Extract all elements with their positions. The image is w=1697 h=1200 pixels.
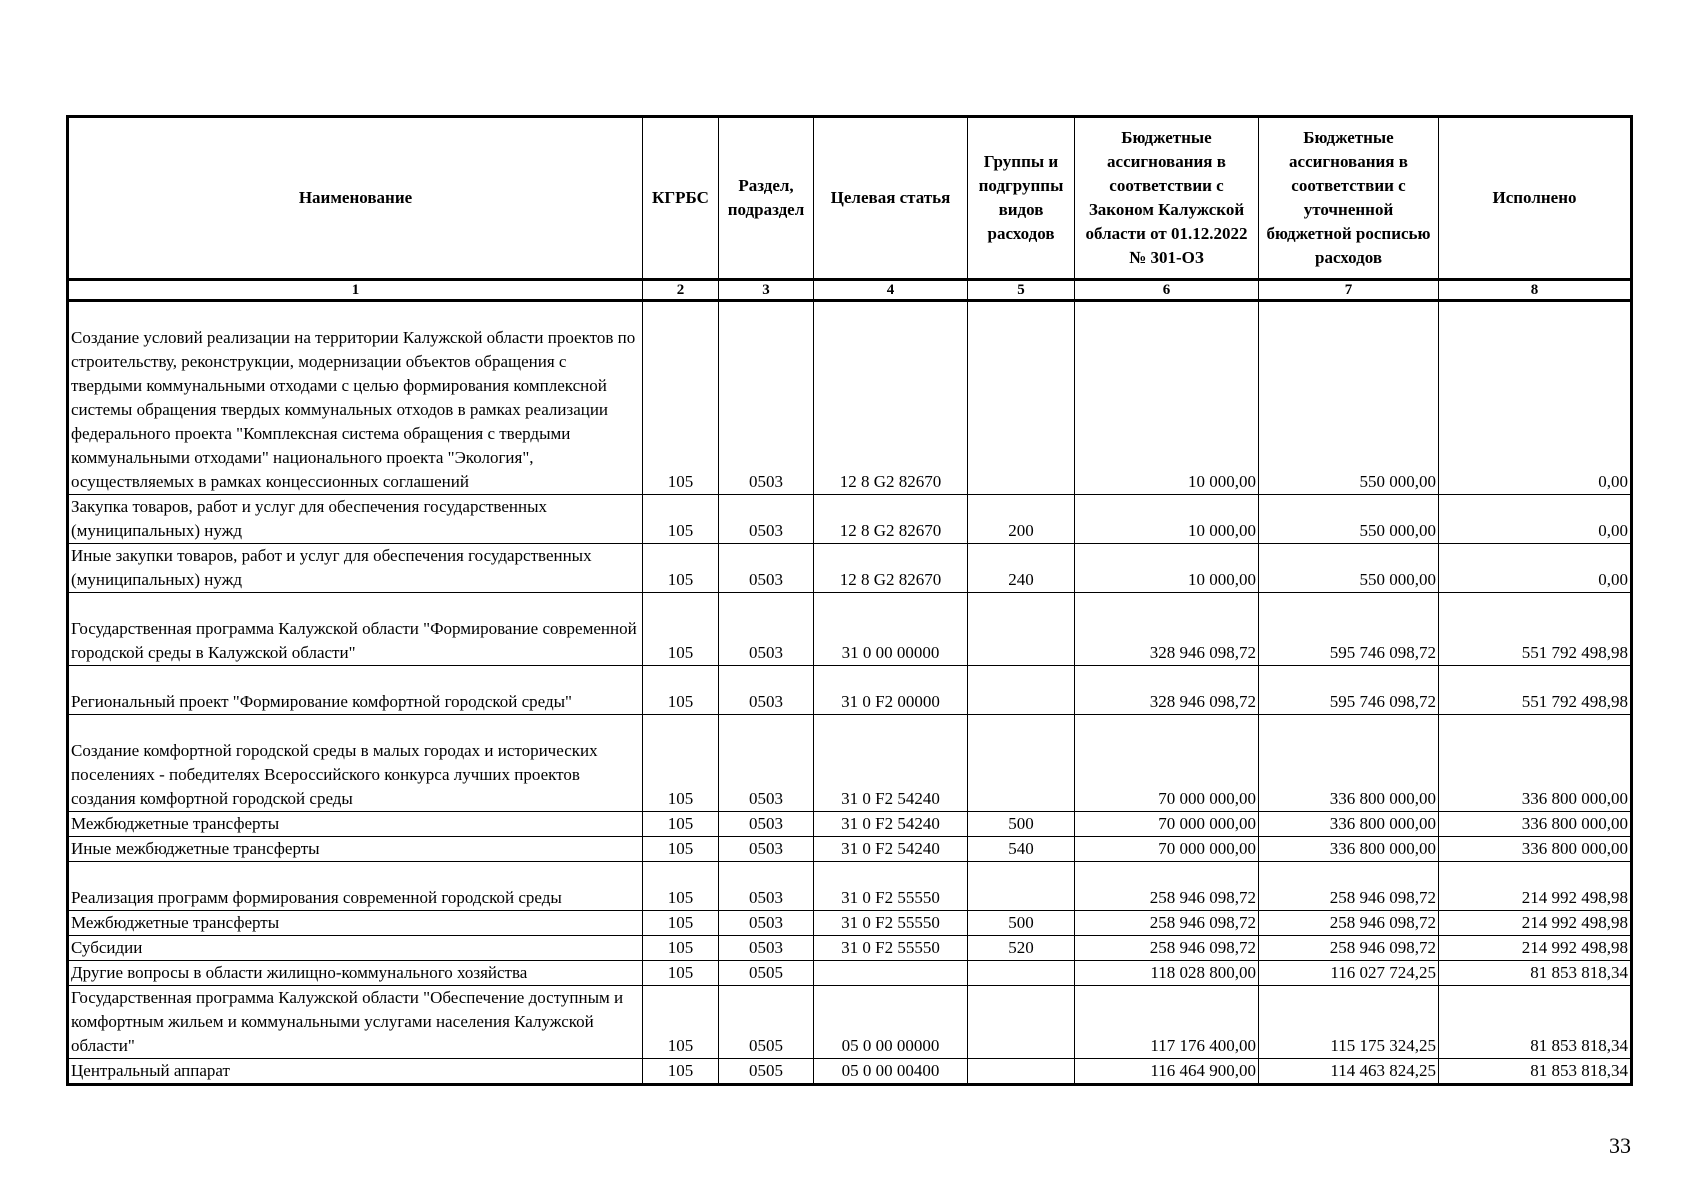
- row-section: 0503: [719, 837, 814, 862]
- row-executed: 336 800 000,00: [1439, 837, 1632, 862]
- row-group: 500: [968, 812, 1075, 837]
- row-refined: 114 463 824,25: [1259, 1059, 1439, 1085]
- column-number: 1: [68, 280, 643, 301]
- row-kgrbs: 105: [643, 936, 719, 961]
- row-kgrbs: 105: [643, 666, 719, 715]
- row-executed: 214 992 498,98: [1439, 936, 1632, 961]
- row-section: 0503: [719, 715, 814, 812]
- header-target: Целевая статья: [814, 117, 968, 280]
- row-law: 10 000,00: [1075, 544, 1259, 593]
- row-group: 240: [968, 544, 1075, 593]
- row-name: Иные закупки товаров, работ и услуг для обеспечения государственных (муниципальных) нужд: [68, 544, 643, 593]
- row-target: 31 0 F2 54240: [814, 837, 968, 862]
- row-refined: 550 000,00: [1259, 495, 1439, 544]
- row-refined: 258 946 098,72: [1259, 911, 1439, 936]
- row-group: [968, 986, 1075, 1059]
- row-law: 328 946 098,72: [1075, 593, 1259, 666]
- row-section: 0503: [719, 544, 814, 593]
- row-kgrbs: 105: [643, 837, 719, 862]
- row-kgrbs: 105: [643, 961, 719, 986]
- row-section: 0503: [719, 666, 814, 715]
- row-kgrbs: 105: [643, 1059, 719, 1085]
- header-kgrbs: КГРБС: [643, 117, 719, 280]
- row-group: 520: [968, 936, 1075, 961]
- row-name: Создание комфортной городской среды в малых городах и исторических поселениях - победителях Всероссийского конкурса лучших проектов создания комфортной городской среды: [68, 715, 643, 812]
- table-row: [68, 544, 1632, 593]
- row-target: 12 8 G2 82670: [814, 495, 968, 544]
- row-kgrbs: 105: [643, 544, 719, 593]
- table-row: [68, 961, 1632, 986]
- row-section: 0503: [719, 911, 814, 936]
- row-target: 05 0 00 00400: [814, 1059, 968, 1085]
- row-group: [968, 1059, 1075, 1085]
- row-refined: 115 175 324,25: [1259, 986, 1439, 1059]
- table-header-row: [68, 117, 1632, 280]
- header-law: Бюджетные ассигнования в соответствии с Законом Калужской области от 01.12.2022 № 301-ОЗ: [1075, 117, 1259, 280]
- row-kgrbs: 105: [643, 812, 719, 837]
- row-section: 0503: [719, 862, 814, 911]
- row-target: 31 0 F2 55550: [814, 911, 968, 936]
- table-row: [68, 301, 1632, 495]
- row-executed: 551 792 498,98: [1439, 593, 1632, 666]
- row-law: 10 000,00: [1075, 301, 1259, 495]
- row-refined: 550 000,00: [1259, 301, 1439, 495]
- column-number-row: [68, 280, 1632, 301]
- row-executed: 81 853 818,34: [1439, 986, 1632, 1059]
- budget-sheet: [66, 115, 1630, 1086]
- row-executed: 0,00: [1439, 544, 1632, 593]
- table-row: [68, 911, 1632, 936]
- row-refined: 550 000,00: [1259, 544, 1439, 593]
- row-law: 117 176 400,00: [1075, 986, 1259, 1059]
- row-group: [968, 666, 1075, 715]
- row-executed: 0,00: [1439, 495, 1632, 544]
- row-refined: 336 800 000,00: [1259, 837, 1439, 862]
- row-target: 31 0 F2 54240: [814, 715, 968, 812]
- row-name: Межбюджетные трансферты: [68, 911, 643, 936]
- row-group: 200: [968, 495, 1075, 544]
- row-kgrbs: 105: [643, 495, 719, 544]
- row-kgrbs: 105: [643, 911, 719, 936]
- page-number: 33: [1609, 1133, 1631, 1158]
- row-law: 10 000,00: [1075, 495, 1259, 544]
- row-group: [968, 593, 1075, 666]
- table-row: [68, 812, 1632, 837]
- row-refined: 258 946 098,72: [1259, 936, 1439, 961]
- column-number: 4: [814, 280, 968, 301]
- row-name: Государственная программа Калужской области "Обеспечение доступным и комфортным жильем и коммунальными услугами населения Калужской области": [68, 986, 643, 1059]
- row-group: [968, 715, 1075, 812]
- table-row: [68, 936, 1632, 961]
- row-refined: 258 946 098,72: [1259, 862, 1439, 911]
- header-section: Раздел, подраздел: [719, 117, 814, 280]
- row-law: 70 000 000,00: [1075, 715, 1259, 812]
- table-row: [68, 666, 1632, 715]
- row-name: Межбюджетные трансферты: [68, 812, 643, 837]
- row-section: 0503: [719, 301, 814, 495]
- row-law: 70 000 000,00: [1075, 812, 1259, 837]
- row-group: 500: [968, 911, 1075, 936]
- header-refined: Бюджетные ассигнования в соответствии с уточненной бюджетной росписью расходов: [1259, 117, 1439, 280]
- row-executed: 81 853 818,34: [1439, 961, 1632, 986]
- row-target: 31 0 F2 54240: [814, 812, 968, 837]
- row-kgrbs: 105: [643, 593, 719, 666]
- row-target: 12 8 G2 82670: [814, 301, 968, 495]
- row-refined: 336 800 000,00: [1259, 715, 1439, 812]
- row-section: 0503: [719, 812, 814, 837]
- row-executed: 81 853 818,34: [1439, 1059, 1632, 1085]
- budget-table: [66, 115, 1633, 1086]
- row-executed: 336 800 000,00: [1439, 812, 1632, 837]
- row-law: 118 028 800,00: [1075, 961, 1259, 986]
- row-name: Центральный аппарат: [68, 1059, 643, 1085]
- row-name: Другие вопросы в области жилищно-коммунального хозяйства: [68, 961, 643, 986]
- row-target: 05 0 00 00000: [814, 986, 968, 1059]
- row-section: 0503: [719, 593, 814, 666]
- table-row: [68, 837, 1632, 862]
- row-section: 0503: [719, 495, 814, 544]
- row-kgrbs: 105: [643, 986, 719, 1059]
- row-law: 70 000 000,00: [1075, 837, 1259, 862]
- row-law: 258 946 098,72: [1075, 862, 1259, 911]
- column-number: 8: [1439, 280, 1632, 301]
- row-name: Государственная программа Калужской области "Формирование современной городской среды в Калужской области": [68, 593, 643, 666]
- row-executed: 336 800 000,00: [1439, 715, 1632, 812]
- row-refined: 595 746 098,72: [1259, 666, 1439, 715]
- table-row: [68, 495, 1632, 544]
- row-name: Закупка товаров, работ и услуг для обеспечения государственных (муниципальных) нужд: [68, 495, 643, 544]
- table-row: [68, 715, 1632, 812]
- column-number: 3: [719, 280, 814, 301]
- header-executed: Исполнено: [1439, 117, 1632, 280]
- row-target: 12 8 G2 82670: [814, 544, 968, 593]
- row-name: Создание условий реализации на территории Калужской области проектов по строительству, реконструкции, модернизации объектов обращения с твердыми коммунальными отходами с целью формирования комплексной системы обращения твердых коммунальных отходов в рамках реализации федерального проекта "Комплексная система обращения с твердыми коммунальными отходами" национального проекта "Экология", осуществляемых в рамках концессионных соглашений: [68, 301, 643, 495]
- row-target: [814, 961, 968, 986]
- row-section: 0505: [719, 986, 814, 1059]
- row-kgrbs: 105: [643, 301, 719, 495]
- table-row: [68, 862, 1632, 911]
- row-law: 258 946 098,72: [1075, 936, 1259, 961]
- row-name: Реализация программ формирования современной городской среды: [68, 862, 643, 911]
- column-number: 2: [643, 280, 719, 301]
- column-number: 7: [1259, 280, 1439, 301]
- row-executed: 214 992 498,98: [1439, 911, 1632, 936]
- row-refined: 116 027 724,25: [1259, 961, 1439, 986]
- row-law: 328 946 098,72: [1075, 666, 1259, 715]
- row-target: 31 0 00 00000: [814, 593, 968, 666]
- row-target: 31 0 F2 55550: [814, 936, 968, 961]
- row-refined: 595 746 098,72: [1259, 593, 1439, 666]
- row-refined: 336 800 000,00: [1259, 812, 1439, 837]
- table-row: [68, 986, 1632, 1059]
- row-target: 31 0 F2 55550: [814, 862, 968, 911]
- table-row: [68, 1059, 1632, 1085]
- row-section: 0503: [719, 936, 814, 961]
- header-name: Наименование: [68, 117, 643, 280]
- row-group: [968, 301, 1075, 495]
- row-group: [968, 961, 1075, 986]
- row-name: Субсидии: [68, 936, 643, 961]
- row-name: Региональный проект "Формирование комфортной городской среды": [68, 666, 643, 715]
- row-law: 258 946 098,72: [1075, 911, 1259, 936]
- row-section: 0505: [719, 1059, 814, 1085]
- row-kgrbs: 105: [643, 715, 719, 812]
- row-group: [968, 862, 1075, 911]
- header-groups: Группы и подгруппы видов расходов: [968, 117, 1075, 280]
- column-number: 6: [1075, 280, 1259, 301]
- table-row: [68, 593, 1632, 666]
- row-target: 31 0 F2 00000: [814, 666, 968, 715]
- column-number: 5: [968, 280, 1075, 301]
- row-executed: 551 792 498,98: [1439, 666, 1632, 715]
- row-section: 0505: [719, 961, 814, 986]
- row-executed: 0,00: [1439, 301, 1632, 495]
- row-executed: 214 992 498,98: [1439, 862, 1632, 911]
- row-name: Иные межбюджетные трансферты: [68, 837, 643, 862]
- row-kgrbs: 105: [643, 862, 719, 911]
- row-group: 540: [968, 837, 1075, 862]
- row-law: 116 464 900,00: [1075, 1059, 1259, 1085]
